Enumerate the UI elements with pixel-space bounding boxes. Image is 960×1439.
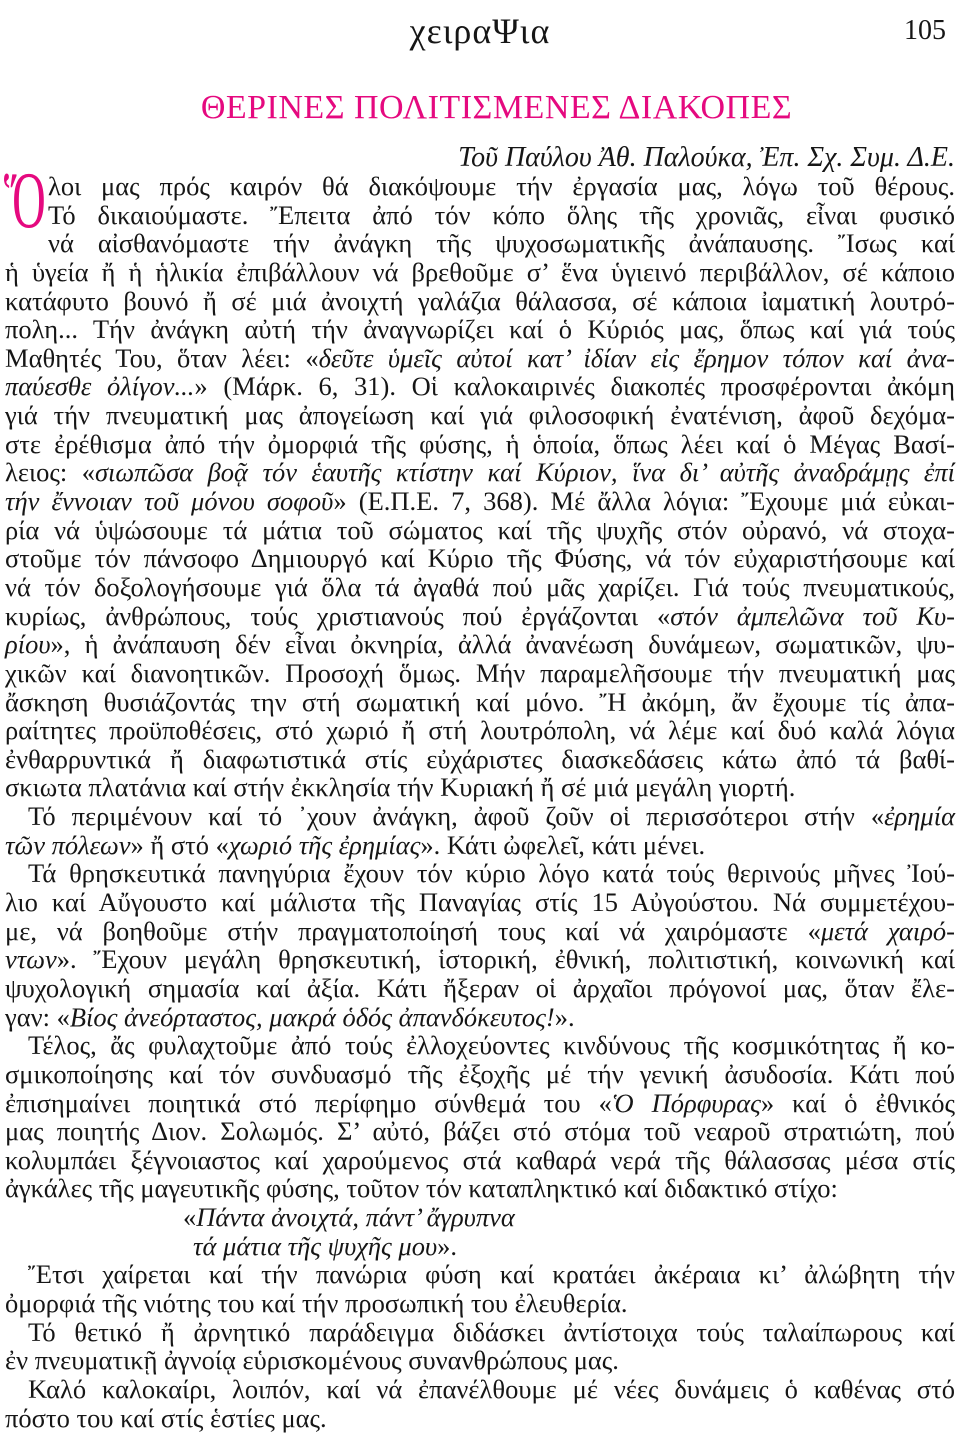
- line-text: ἀγκάλες τῆς μαγευτικῆς φύσης, τοῦτον τόν καταπληκτικό καί διδακτικό στίχο:: [5, 1173, 838, 1204]
- line-text: κολυμπάει ξέγνοιαστος καί χαρούμενος στά καθαρά νερά τῆς θάλασσας μέσα στίς: [5, 1144, 955, 1175]
- text-line: [5, 745, 955, 774]
- line-text: ρία νά ὑψώσουμε τά μάτια τοῦ σώματος καί τῆς ψυχῆς στόν οὐρανό, νά στοχα-: [5, 514, 955, 545]
- line-text: » (Ε.Π.Ε. 7, 368). Μέ ἄλλα λόγια: Ἔχουμε μιά εὐκαι-: [333, 486, 955, 517]
- text-line: [5, 688, 955, 717]
- text-line: [5, 888, 955, 917]
- author-byline: Τοῦ Παύλου Ἀθ. Παλούκα, Ἐπ. Σχ. Συμ. Δ.Ε.: [458, 142, 955, 173]
- italic-quote-text: ντων: [5, 944, 57, 975]
- italic-quote-text: χωριό τῆς ἐρημίας: [228, 829, 421, 860]
- line-text: ψυχολογική σημασία καί ἀξία. Κάτι ἤξεραν οἱ ἀρχαῖοι πρόγονοί μας, ὅταν ἔλε-: [5, 972, 955, 1003]
- text-line: [5, 659, 955, 688]
- line-text: ἐπισημαίνει ποιητικά στό περίφημο σύνθεμά του «: [5, 1087, 612, 1118]
- text-line: [5, 716, 955, 745]
- page-number: 105: [904, 15, 946, 46]
- line-text: ».: [437, 1230, 458, 1261]
- line-text: ραίτητες προϋποθέσεις, στό χωριό ἤ στή λουτρόπολη, νά λέμε καί δυό καλά λόγια: [5, 715, 955, 746]
- text-line: [5, 258, 955, 287]
- italic-quote-text: ρίου: [5, 629, 51, 660]
- line-text: Τό δικαιούμαστε. Ἔπειτα ἀπό τόν κόπο ὅλης τῆς χρονιᾶς, εἶναι φυσικό: [48, 199, 955, 230]
- text-line: [5, 372, 955, 401]
- line-text: ὀμορφιά τῆς νιότης του καί τήν προσωπική του ἐλευθερία.: [5, 1287, 628, 1318]
- line-text: νά αἰσθανόμαστε τήν ἀνάγκη τῆς ψυχοσωματικῆς ἀνάπαυσης. Ἴσως καί: [48, 228, 955, 259]
- text-line: [5, 1117, 955, 1146]
- text-line: [5, 1060, 955, 1089]
- line-text: Τό θετικό ἤ ἀρνητικό παράδειγμα διδάσκει ἀντίστοιχα τούς ταλαίπωρους καί: [28, 1316, 955, 1347]
- italic-quote-text: ἐρημία: [884, 801, 955, 832]
- line-text: Ἔτσι χαίρεται καί τήν πανώρια φύση καί κρατάει ἀκέραια κι’ ἀλώβητη τήν: [28, 1259, 955, 1290]
- paragraph: [5, 172, 955, 802]
- text-line: [5, 1003, 955, 1032]
- text-line: [5, 773, 955, 802]
- text-line: [5, 458, 955, 487]
- line-text: ἐν πνευματικῇ ἀγνοίᾳ εὑρισκομένους συνανθρώπους μας.: [5, 1345, 619, 1376]
- line-text: ». Ἔχουν μεγάλη θρησκευτική, ἱστορική, ἐθνική, πολιτιστική, κοινωνική καί: [56, 944, 955, 975]
- line-text: ἄσκηση θυσιάζοντάς την στή σωματική καί μόνο. Ἤ ἀκόμη, ἄν ἔχουμε τίς ἀπα-: [5, 686, 955, 717]
- text-line: [5, 1146, 955, 1175]
- line-text: νά τόν δοξολογήσουμε γιά ὅλα τά ἀγαθά πού μᾶς χαρίζει. Γιά τούς πνευματικούς,: [5, 571, 955, 602]
- line-text: ». Κάτι ὠφελεῖ, κάτι μένει.: [420, 829, 706, 860]
- line-text: λειος: «: [5, 457, 95, 488]
- text-line: [5, 945, 955, 974]
- italic-quote-text: τά μάτια τῆς ψυχῆς μου: [193, 1230, 438, 1261]
- text-line: [5, 573, 955, 602]
- line-text: στε ἐρέθισμα ἀπό τήν ὀμορφιά τῆς φύσης, ἡ ὁποία, ὅπως λέει καί ὁ Μέγας Βασί-: [5, 428, 955, 459]
- paragraph: [5, 1260, 955, 1317]
- line-text: λοι μας πρός καιρόν θά διακόψουμε τήν ἐργασία μας, λόγω τοῦ θέρους.: [48, 171, 955, 201]
- line-text: Τέλος, ἄς φυλαχτοῦμε ἀπό τούς ἐλλοχεύοντες κινδύνους τῆς κοσμικότητας ἤ κο-: [28, 1030, 955, 1061]
- text-line: [5, 201, 955, 230]
- text-line: [5, 802, 955, 831]
- italic-quote-text: παύεσθε ὀλίγον...: [5, 371, 195, 402]
- line-text: Τά θρησκευτικά πανηγύρια ἔχουν τόν κύριο λόγο κατά τούς θερινούς μῆνες Ἰού-: [28, 858, 955, 889]
- line-text: «: [183, 1202, 197, 1233]
- text-line: [5, 344, 955, 373]
- text-line: [5, 1089, 955, 1118]
- text-line: [5, 172, 955, 201]
- line-text: » καί ὁ ἐθνικός: [760, 1087, 955, 1118]
- paragraph: [5, 859, 955, 1031]
- paragraph: [5, 1375, 955, 1432]
- drop-cap: Ὅ: [4, 157, 46, 245]
- line-text: ἐνθαρρυντικά ἤ διαφωτιστικά στίς εὐχάριστες διασκεδάσεις κάτω ἀπό τά βαθί-: [5, 743, 955, 774]
- text-line: [5, 544, 955, 573]
- text-line: [5, 1404, 955, 1433]
- text-line: [5, 516, 955, 545]
- text-line: [5, 1346, 955, 1375]
- line-text: ἡ ὑγεία ἤ ἡ ἡλικία ἐπιβάλλουν νά βρεθοῦμε σ’ ἕνα ὑγιεινό περιβάλλον, σέ κάποιο: [5, 256, 955, 287]
- italic-quote-text: Πάντα ἀνοιχτά, πάντ’ ἄγρυπνα: [196, 1202, 515, 1233]
- text-line: [5, 831, 955, 860]
- line-text: κυρίως, ἀνθρώπους, τούς χριστιανούς πού ἐργάζονται «: [5, 600, 671, 631]
- text-line: [5, 917, 955, 946]
- text-line: [5, 287, 955, 316]
- italic-quote-text: Βίος ἀνεόρταστος, μακρά ὁδός ἀπανδόκευτος!: [69, 1001, 555, 1032]
- text-line: [5, 602, 955, 631]
- line-text: με, νά βοηθοῦμε στήν πραγματοποίησή τους καί νά χαιρόμαστε «: [5, 915, 821, 946]
- text-line: [5, 859, 955, 888]
- article-title: ΘΕΡΙΝΕΣ ΠΟΛΙΤΙΣΜΕΝΕΣ ΔΙΑΚΟΠΕΣ: [200, 89, 793, 126]
- line-text: λιο καί Αὔγουστο καί μάλιστα τῆς Παναγίας στίς 15 Αὐγούστου. Νά συμμετέχου-: [5, 887, 955, 918]
- line-text: », ἡ ἀνάπαυση δέν εἶναι ὀκνηρία, ἀλλά ἀνανέωση δυνάμεων, σωματικῶν, ψυ-: [50, 629, 955, 660]
- text-line: [5, 1318, 955, 1347]
- italic-quote-text: τῶν πόλεων: [5, 829, 131, 860]
- line-text: πόστο του καί στίς ἑστίες μας.: [5, 1402, 327, 1433]
- paragraph: [5, 1031, 955, 1203]
- text-line: [5, 1375, 955, 1404]
- text-line: [5, 974, 955, 1003]
- line-text: Καλό καλοκαίρι, λοιπόν, καί νά ἐπανέλθουμε μέ νέες δυνάμεις ὁ καθένας στό: [28, 1373, 955, 1404]
- line-text: » (Μάρκ. 6, 31). Οἱ καλοκαιρινές διακοπές προσφέρονται ἀκόμη: [194, 371, 955, 402]
- line-text: σμικοποίησης καί τόν συνδυασμό τῆς ἐξοχῆς μέ τήν γενική ἀσυδοσία. Κάτι πού: [5, 1058, 955, 1089]
- text-line: [5, 1031, 955, 1060]
- line-text: γιά τήν πνευματική μας ἀπογείωση καί γιά φιλοσοφική ἐνατένιση, ἀφοῦ δεχόμα-: [5, 400, 955, 431]
- paragraph: [5, 802, 955, 859]
- line-text: χικῶν καί διανοητικῶν. Προσοχή ὅμως. Μήν παραμελῆσουμε τήν πνευματική μας: [5, 657, 955, 688]
- line-text: στοῦμε τόν πάνσοφο Δημιουργό καί Κύριο τῆς Φύσης, νά τόν εὐχαριστήσουμε καί: [5, 543, 955, 574]
- line-text: Τό περιμένουν καί τό ᾽χουν ἀνάγκη, ἀφοῦ ζοῦν οἱ περισσότεροι στήν «: [28, 801, 885, 832]
- verse-quote: [5, 1203, 955, 1260]
- article-body: [5, 172, 955, 1432]
- line-text: » ἤ στό «: [130, 829, 229, 860]
- verse-line: [5, 1203, 955, 1232]
- text-line: [5, 487, 955, 516]
- italic-quote-text: σιωπῶσα βοᾷ τόν ἑαυτῆς κτίστην καί Κύριον, ἵνα δι’ αὐτῆς ἀναδράμῃς ἐπί: [94, 457, 955, 488]
- italic-quote-text: Ὁ Πόρφυρας: [611, 1087, 761, 1118]
- text-line: [5, 401, 955, 430]
- line-text: πολη... Τήν ἀνάγκη αὐτή τήν ἀναγνωρίζει καί ὁ Κύριός μας, ὅπως καί γιά τούς: [5, 314, 955, 345]
- text-line: [5, 1260, 955, 1289]
- text-line: [5, 1174, 955, 1203]
- line-text: σκιωτα πλατάνια καί στήν ἐκκλησία τήν Κυριακή ἤ σέ μιά μεγάλη γιορτή.: [5, 772, 796, 803]
- italic-quote-text: στόν ἀμπελῶνα τοῦ Κυ-: [670, 600, 955, 631]
- italic-quote-text: μετά χαιρό-: [820, 915, 955, 946]
- verse-line: [5, 1232, 955, 1261]
- line-text: Μαθητές Του, ὅταν λέει: «: [5, 342, 319, 373]
- line-text: μας ποιητής Διον. Σολωμός. Σ’ αὐτό, βάζει στό στόμα τοῦ νεαροῦ στρατιώτη, πού: [5, 1116, 955, 1147]
- text-line: [5, 229, 955, 258]
- line-text: κατάφυτο βουνό ἤ σέ μιά ἀνοιχτή γαλάζια θάλασσα, σέ κάποια ἰαματική λουτρό-: [5, 285, 955, 316]
- italic-quote-text: τήν ἔννοιαν τοῦ μόνου σοφοῦ: [5, 486, 334, 517]
- text-line: [5, 430, 955, 459]
- line-text: γαν: «: [5, 1001, 70, 1032]
- magazine-title: χειραΨια: [409, 11, 551, 51]
- text-line: [5, 1289, 955, 1318]
- text-line: [5, 630, 955, 659]
- paragraph: [5, 1318, 955, 1375]
- line-text: ».: [554, 1001, 575, 1032]
- italic-quote-text: δεῦτε ὑμεῖς αὐτοί κατ’ ἰδίαν εἰς ἔρημον τόπον καί ἀνα-: [318, 342, 955, 373]
- text-line: [5, 315, 955, 344]
